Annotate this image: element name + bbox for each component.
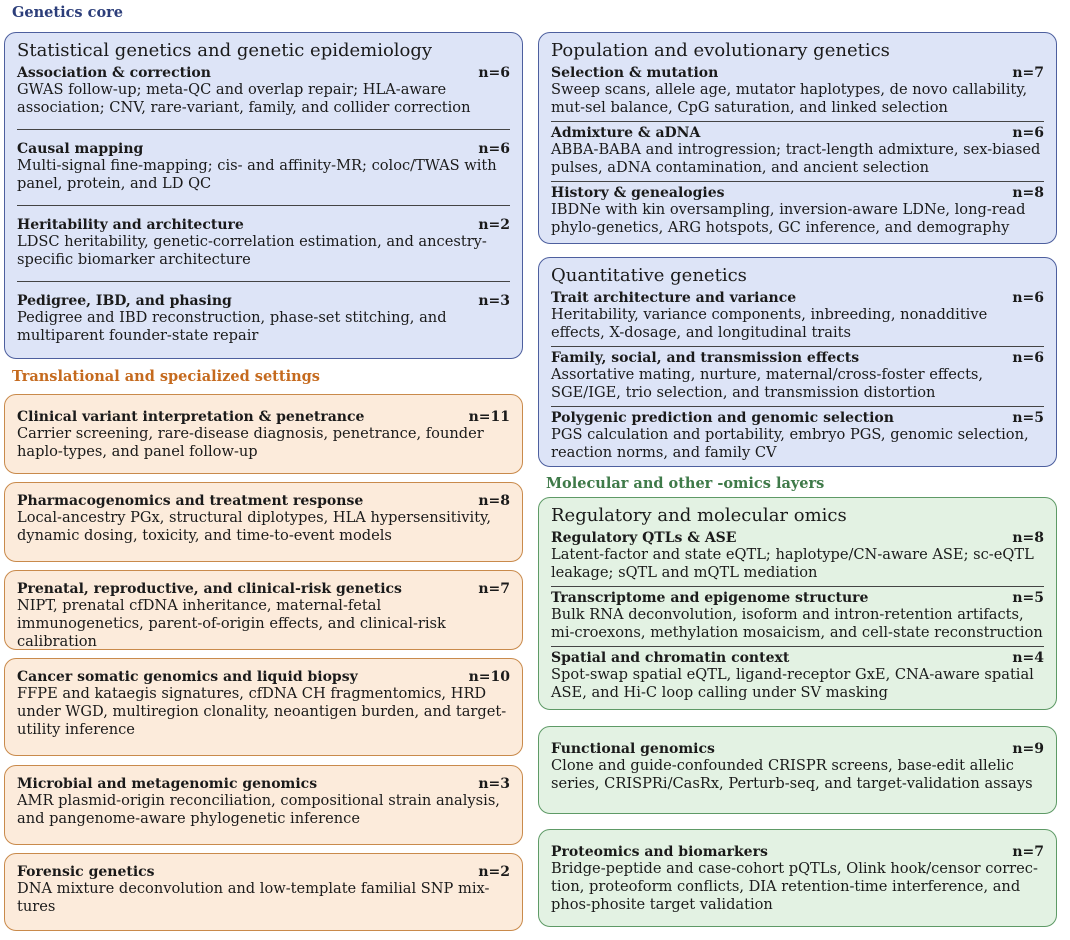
count-badge: n=9 (1012, 741, 1044, 757)
subsection-text: Bulk RNA deconvolution, isoform and intron-retention artifacts, mi-croexons, methylation mosaicism, and cell-state reconstruction (551, 605, 1043, 641)
subsection-name: Association & correction (17, 64, 211, 81)
subsection-name: Transcriptome and epigenome structure (551, 589, 869, 606)
subsection-association (17, 65, 510, 117)
card-name: Microbial and metagenomic genomics (17, 776, 318, 792)
count-badge: n=5 (1012, 589, 1044, 606)
subsection-name: Admixture & aDNA (551, 124, 701, 141)
subsection-name: Heritability and architecture (17, 216, 244, 233)
subsection-regulatory-qtls (551, 530, 1044, 582)
count-badge: n=2 (478, 216, 510, 233)
subsection-name: Causal mapping (17, 140, 144, 157)
subsection-pedigree (17, 281, 510, 345)
count-badge: n=5 (1012, 409, 1044, 426)
card-text: AMR plasmid-origin reconciliation, compositional strain analysis, and pangenome-aware phylogenetic inference (17, 792, 500, 828)
subsection-text: Pedigree and IBD reconstruction, phase-set stitching, and multiparent founder-state repair (17, 309, 447, 345)
card-regulatory-omics (538, 497, 1057, 710)
subsection-admixture (551, 121, 1044, 177)
card-name: Prenatal, reproductive, and clinical-risk genetics (17, 581, 402, 597)
card-name: Functional genomics (551, 741, 715, 757)
card-text: NIPT, prenatal cfDNA inheritance, maternal-fetal immunogenetics, parent-of-origin effects, and clinical-risk calibration (17, 597, 446, 651)
count-badge: n=3 (478, 293, 510, 310)
card-quantitative-genetics (538, 257, 1057, 467)
card-name: Cancer somatic genomics and liquid biopsy (17, 669, 358, 685)
subsection-transcriptome (551, 586, 1044, 642)
subsection-text: PGS calculation and portability, embryo PGS, genomic selection, reaction norms, and family CV (551, 426, 1029, 462)
subsection-text: Heritability, variance components, inbreeding, nonadditive effects, X-dosage, and longitudinal traits (551, 305, 988, 341)
subsection-text: LDSC heritability, genetic-correlation estimation, and ancestry-specific biomarker architecture (17, 233, 487, 269)
card-microbial (4, 765, 523, 845)
subsection-name: Selection & mutation (551, 64, 719, 81)
subsection-text: Sweep scans, allele age, mutator haplotypes, de novo callability, mut-sel balance, CpG saturation, and linked selection (551, 80, 1028, 116)
subsection-trait-architecture (551, 290, 1044, 342)
subsection-name: Regulatory QTLs & ASE (551, 529, 737, 546)
card-name: Clinical variant interpretation & penetrance (17, 409, 365, 425)
subsection-family-effects (551, 346, 1044, 402)
card-title: Statistical genetics and genetic epidemiology (17, 40, 433, 61)
count-badge: n=7 (1012, 64, 1044, 81)
count-badge: n=6 (1012, 289, 1044, 306)
count-badge: n=7 (1012, 844, 1044, 860)
card-prenatal (4, 570, 523, 650)
card-pharmacogenomics (4, 482, 523, 562)
card-population-genetics (538, 32, 1057, 244)
card-functional-genomics (538, 726, 1057, 814)
subsection-spatial (551, 646, 1044, 702)
count-badge: n=7 (478, 581, 510, 597)
count-badge: n=10 (468, 669, 510, 685)
count-badge: n=8 (478, 493, 510, 509)
card-name: Pharmacogenomics and treatment response (17, 493, 364, 509)
subsection-text: GWAS follow-up; meta-QC and overlap repair; HLA-aware association; CNV, rare-variant, family, and collider correction (17, 80, 471, 116)
card-proteomics (538, 829, 1057, 927)
card-clinical-variant (4, 394, 523, 474)
subsection-text: IBDNe with kin oversampling, inversion-aware LDNe, long-read phylo-genetics, ARG hotspots, GC inference, and demography (551, 201, 1026, 237)
count-badge: n=6 (1012, 124, 1044, 141)
count-badge: n=11 (468, 409, 510, 425)
card-statistical-genetics (4, 32, 523, 359)
subsection-name: Polygenic prediction and genomic selection (551, 409, 894, 426)
section-label-genetics-core: Genetics core (12, 4, 123, 21)
card-text: Local-ancestry PGx, structural diplotypes, HLA hypersensitivity, dynamic dosing, toxicity, and time-to-event models (17, 509, 491, 545)
card-text: FFPE and kataegis signatures, cfDNA CH fragmentomics, HRD under WGD, multiregion clonality, neoantigen burden, and target-utility inference (17, 685, 507, 739)
card-title: Regulatory and molecular omics (551, 505, 847, 526)
subsection-selection (551, 65, 1044, 117)
card-cancer (4, 658, 523, 756)
card-forensic (4, 853, 523, 931)
subsection-text: Spot-swap spatial eQTL, ligand-receptor GxE, CNA-aware spatial ASE, and Hi-C loop calling under SV masking (551, 666, 1034, 702)
subsection-text: ABBA-BABA and introgression; tract-length admixture, sex-biased pulses, aDNA contamination, and ancient selection (551, 140, 1041, 176)
subsection-history (551, 181, 1044, 237)
card-text: Bridge-peptide and case-cohort pQTLs, Olink hook/censor correc-tion, proteoform conflicts, DIA retention-time interference, and phos-phosite target validation (551, 860, 1038, 914)
count-badge: n=6 (478, 64, 510, 81)
card-title: Quantitative genetics (551, 265, 747, 286)
count-badge: n=3 (478, 776, 510, 792)
count-badge: n=2 (478, 864, 510, 880)
subsection-text: Multi-signal fine-mapping; cis- and affinity-MR; coloc/TWAS with panel, protein, and LD QC (17, 156, 497, 192)
subsection-heritability (17, 205, 510, 269)
section-label-translational: Translational and specialized settings (12, 368, 320, 385)
card-name: Forensic genetics (17, 864, 155, 880)
count-badge: n=8 (1012, 184, 1044, 201)
card-name: Proteomics and biomarkers (551, 844, 768, 860)
card-text: DNA mixture deconvolution and low-template familial SNP mix-tures (17, 880, 490, 916)
subsection-name: Family, social, and transmission effects (551, 349, 860, 366)
subsection-causal-mapping (17, 129, 510, 193)
subsection-name: Spatial and chromatin context (551, 649, 790, 666)
subsection-text: Latent-factor and state eQTL; haplotype/CN-aware ASE; sc-eQTL leakage; sQTL and mQTL mediation (551, 545, 1034, 581)
subsection-polygenic (551, 406, 1044, 462)
subsection-text: Assortative mating, nurture, maternal/cross-foster effects, SGE/IGE, trio selection, and transmission distortion (551, 365, 984, 401)
section-label-molecular: Molecular and other -omics layers (546, 475, 825, 492)
card-title: Population and evolutionary genetics (551, 40, 890, 61)
count-badge: n=4 (1012, 649, 1044, 666)
count-badge: n=6 (1012, 349, 1044, 366)
card-text: Carrier screening, rare-disease diagnosis, penetrance, founder haplo-types, and panel follow-up (17, 425, 484, 461)
count-badge: n=6 (478, 140, 510, 157)
subsection-name: History & genealogies (551, 184, 725, 201)
subsection-name: Pedigree, IBD, and phasing (17, 293, 232, 310)
card-text: Clone and guide-confounded CRISPR screens, base-edit allelic series, CRISPRi/CasRx, Perturb-seq, and target-validation assays (551, 757, 1033, 793)
subsection-name: Trait architecture and variance (551, 289, 797, 306)
count-badge: n=8 (1012, 529, 1044, 546)
